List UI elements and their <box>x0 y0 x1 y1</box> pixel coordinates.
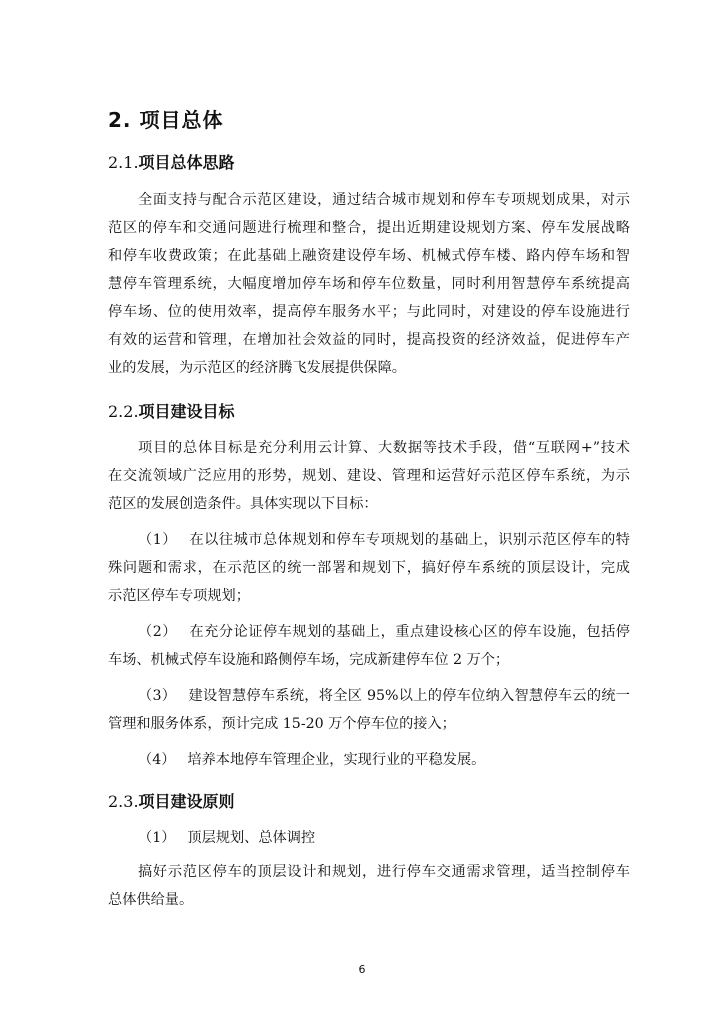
section-heading-2-3 <box>108 789 235 812</box>
list-item-3 <box>138 686 630 706</box>
section-number: 2.1. <box>108 153 139 172</box>
list-item-label: （1） <box>138 532 177 548</box>
paragraph-line: 总体供给量。 <box>108 892 194 908</box>
list-item-text: 建设智慧停车系统，将全区 95%以上的停车位纳入智慧停车云的统一 <box>188 688 630 704</box>
list-item-text: 顶层规划、总体调控 <box>187 830 316 846</box>
section-heading-2-2 <box>108 399 235 422</box>
section-number: 2.2. <box>108 402 139 421</box>
paragraph-line: 有效的运营和管理，在增加社会效益的同时，提高投资的经济效益，促进停车产 <box>108 332 630 348</box>
principle-item-1 <box>138 828 630 848</box>
paragraph-line: 慧停车管理系统，大幅度增加停车场和停车位数量，同时利用智慧停车系统提高 <box>108 276 630 292</box>
paragraph-line: 范区的发展创造条件。具体实现以下目标： <box>108 496 378 512</box>
paragraph-line: 项目的总体目标是充分利用云计算、大数据等技术手段，借“互联网+”技术 <box>138 440 630 456</box>
chapter-heading: 2. 项目总体 <box>108 108 224 132</box>
paragraph-line: 管理和服务体系，预计完成 15-20 万个停车位的接入； <box>108 716 456 732</box>
list-item-label: （2） <box>138 624 177 640</box>
list-item-label: （3） <box>138 688 177 704</box>
section-title: 项目建设原则 <box>138 792 235 811</box>
page-number: 6 <box>358 963 366 976</box>
list-item-text: 培养本地停车管理企业，实现行业的平稳发展。 <box>187 752 486 768</box>
section-number: 2.3. <box>108 792 139 811</box>
paragraph-line: 范区的停车和交通问题进行梳理和整合，提出近期建设规划方案、停车发展战略 <box>108 220 630 236</box>
section-title: 项目建设目标 <box>138 402 235 421</box>
list-item-label: （4） <box>138 752 176 768</box>
list-item-2 <box>138 622 630 642</box>
list-item-4 <box>138 750 630 770</box>
paragraph-line: 停车场、位的使用效率，提高停车服务水平；与此同时，对建设的停车设施进行 <box>108 304 630 320</box>
paragraph-line: 搞好示范区停车的顶层设计和规划，进行停车交通需求管理，适当控制停车 <box>138 864 630 880</box>
paragraph-line: 全面支持与配合示范区建设，通过结合城市规划和停车专项规划成果，对示 <box>138 192 630 208</box>
list-item-text: 在充分论证停车规划的基础上，重点建设核心区的停车设施，包括停 <box>188 624 630 640</box>
paragraph-line: 车场、机械式停车设施和路侧停车场，完成新建停车位 2 万个； <box>108 652 510 668</box>
section-title: 项目总体思路 <box>138 153 235 172</box>
paragraph-line: 在交流领域广泛应用的形势，规划、建设、管理和运营好示范区停车系统，为示 <box>108 468 630 484</box>
paragraph-line: 业的发展，为示范区的经济腾飞发展提供保障。 <box>108 360 406 376</box>
section-heading-2-1 <box>108 150 235 173</box>
list-item-label: （1） <box>138 830 176 846</box>
paragraph-line: 示范区停车专项规划； <box>108 588 250 604</box>
list-item-text: 在以往城市总体规划和停车专项规划的基础上，识别示范区停车的特 <box>188 532 630 548</box>
list-item-1 <box>138 530 630 550</box>
paragraph-line: 和停车收费政策；在此基础上融资建设停车场、机械式停车楼、路内停车场和智 <box>108 248 630 264</box>
paragraph-line: 殊问题和需求，在示范区的统一部署和规划下，搞好停车系统的顶层设计，完成 <box>108 560 630 576</box>
